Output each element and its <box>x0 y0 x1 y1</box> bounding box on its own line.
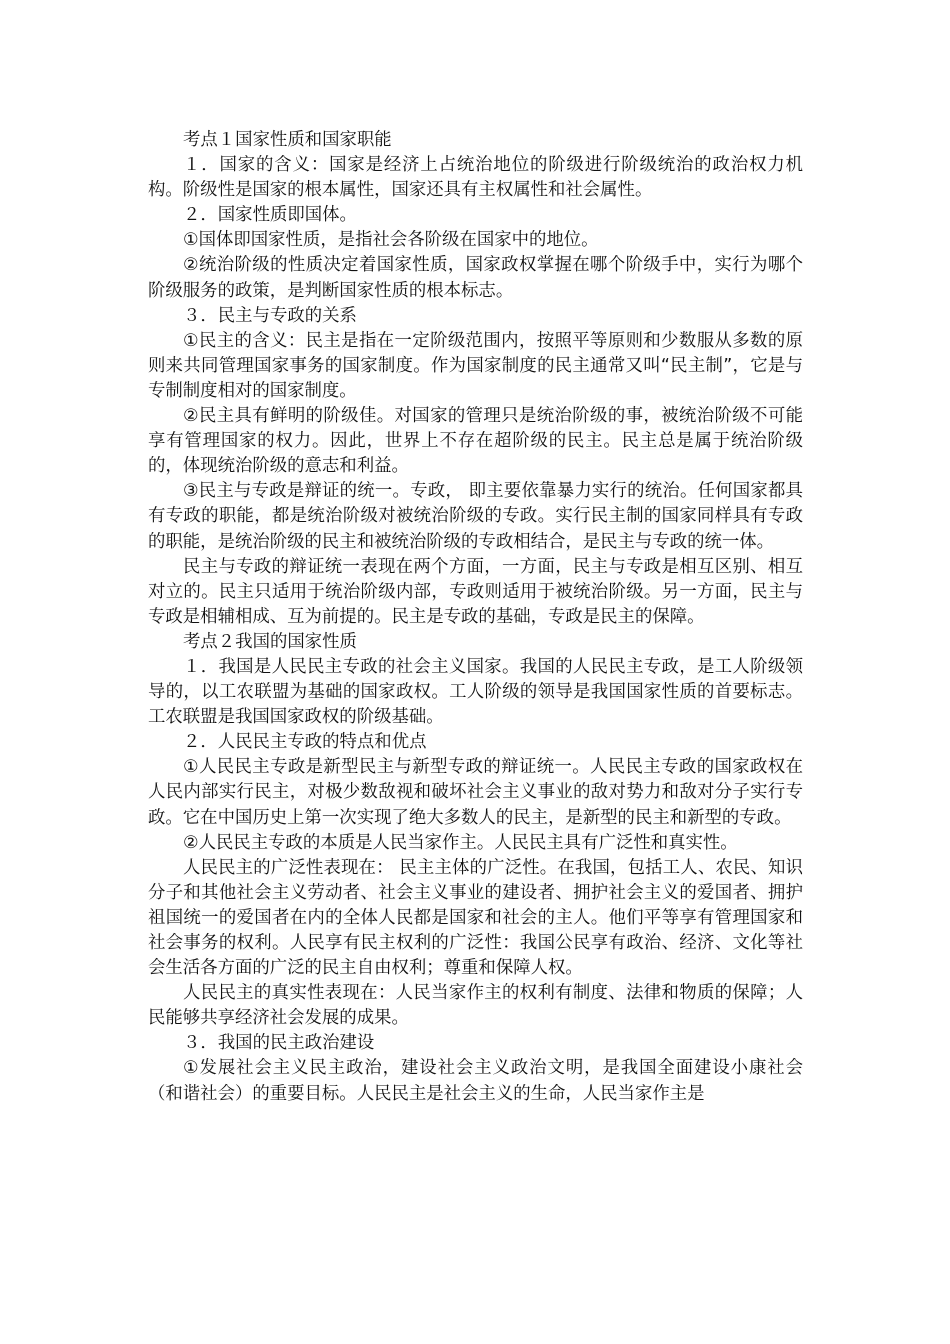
paragraph: １．国家的含义：国家是经济上占统治地位的阶级进行阶级统治的政治权力机构。阶级性是国家的根本属性，国家还具有主权属性和社会属性。 <box>148 155 803 201</box>
paragraph: ２．人民民主专政的特点和优点 <box>183 732 427 753</box>
document-body <box>148 128 803 1107</box>
paragraph: ②民主具有鲜明的阶级佳。对国家的管理只是统治阶级的事，被统治阶级不可能享有管理国家的权力。因此，世界上不存在超阶级的民主。民主总是属于统治阶级的，体现统治阶级的意志和利益。 <box>148 406 803 477</box>
paragraph: ①民主的含义：民主是指在一定阶级范围内，按照平等原则和少数服从多数的原则来共同管理国家事务的国家制度。作为国家制度的民主通常又叫“民主制”，它是与专制制度相对的国家制度。 <box>148 330 803 401</box>
paragraph: ①国体即国家性质，是指社会各阶级在国家中的地位。 <box>183 230 599 251</box>
paragraph: ②人民民主专政的本质是人民当家作主。人民民主具有广泛性和真实性。 <box>183 832 738 853</box>
paragraph: ②统治阶级的性质决定着国家性质，国家政权掌握在哪个阶级手中，实行为哪个阶级服务的政策，是判断国家性质的根本标志。 <box>148 255 803 301</box>
paragraph: ①人民民主专政是新型民主与新型专政的辩证统一。人民民主专政的国家政权在人民内部实行民主，对极少数敌视和破坏社会主义事业的敌对势力和敌对分子实行专政。它在中国历史上第一次实现了绝大多数人的民主，是新型的民主和新型的专政。 <box>148 757 803 828</box>
paragraph: ①发展社会主义民主政治，建设社会主义政治文明，是我国全面建设小康社会（和谐社会）的重要目标。人民民主是社会主义的生命，人民当家作主是 <box>148 1058 803 1104</box>
paragraph: ３．民主与专政的关系 <box>183 305 357 326</box>
paragraph: 民主与专政的辩证统一表现在两个方面，一方面，民主与专政是相互区别、相互对立的。民主只适用于统治阶级内部，专政则适用于被统治阶级。另一方面，民主与专政是相辅相成、互为前提的。民主是专政的基础，专政是民主的保障。 <box>148 556 803 627</box>
section-heading: 考点２我国的国家性质 <box>183 631 357 652</box>
paragraph: ③民主与专政是辩证的统一。专政， 即主要依靠暴力实行的统治。任何国家都具有专政的职能，都是统治阶级对被统治阶级的专政。实行民主制的国家同样具有专政的职能，是统治阶级的民主和被统治阶级的专政相结合，是民主与专政的统一体。 <box>148 481 803 552</box>
paragraph: １．我国是人民民主专政的社会主义国家。我国的人民民主专政，是工人阶级领导的，以工农联盟为基础的国家政权。工人阶级的领导是我国国家性质的首要标志。工农联盟是我国国家政权的阶级基础。 <box>148 656 803 728</box>
section-heading: 考点１国家性质和国家职能 <box>183 130 392 150</box>
paragraph: ２．国家性质即国体。 <box>183 205 357 226</box>
paragraph: 人民民主的真实性表现在：人民当家作主的权利有制度、法律和物质的保障；人民能够共享经济社会发展的成果。 <box>148 983 803 1029</box>
paragraph: ３．我国的民主政治建设 <box>183 1033 375 1054</box>
paragraph: 人民民主的广泛性表现在： 民主主体的广泛性。在我国，包括工人、农民、知识分子和其他社会主义劳动者、社会主义事业的建设者、拥护社会主义的爱国者、拥护祖国统一的爱国者在内的全体人民都是国家和社会的主人。他们平等享有管理国家和社会事务的权利。人民享有民主权利的广泛性：我国公民享有政治、经济、文化等社会生活各方面的广泛的民主自由权利；尊重和保障人权。 <box>148 857 803 979</box>
